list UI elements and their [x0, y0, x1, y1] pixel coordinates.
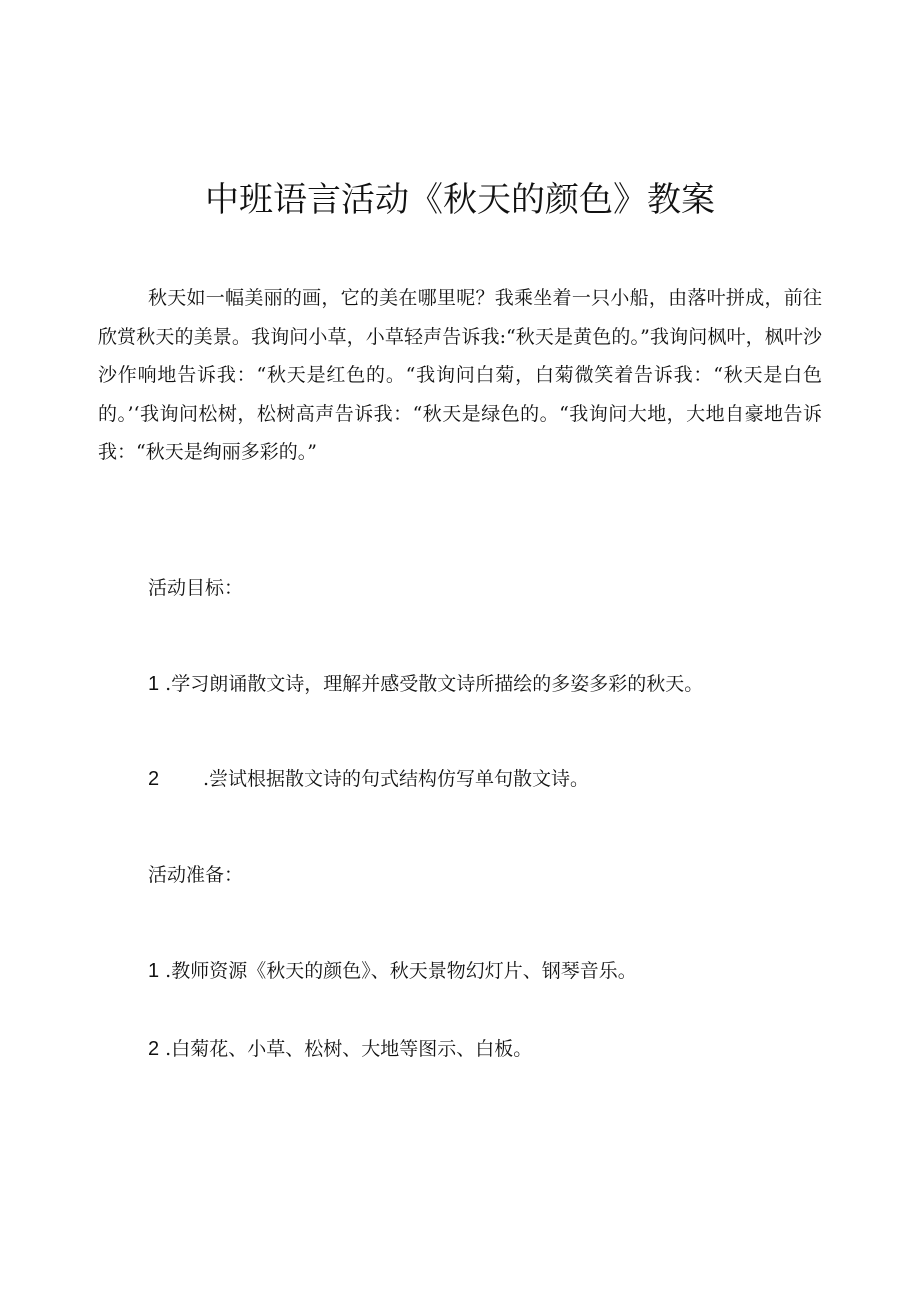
goal-item-2-number: 2	[148, 768, 160, 790]
preparation-heading: 活动准备：	[148, 864, 244, 886]
prep-item-1-text: .教师资源《秋天的颜色》、秋天景物幻灯片、钢琴音乐。	[165, 960, 637, 982]
goal-item-1	[148, 670, 703, 698]
prep-item-2-number: 2	[148, 1038, 160, 1060]
prep-item-1-number: 1	[148, 960, 160, 982]
intro-paragraph: 秋天如一幅美丽的画，它的美在哪里呢？我乘坐着一只小船，由落叶拼成，前往欣赏秋天的美景。我询问小草，小草轻声告诉我:“秋天是黄色的。”我询问枫叶，枫叶沙沙作响地告诉我：“秋天是红色的。“我询问白菊，白菊微笑着告诉我：“秋天是白色的。’‘我询问松树，松树高声告诉我：“秋天是绿色的。“我询问大地，大地自豪地告诉我：“秋天是绚丽多彩的。”	[98, 287, 822, 463]
prep-item-2	[148, 1035, 532, 1063]
prep-item-2-text: .白菊花、小草、松树、大地等图示、白板。	[165, 1038, 533, 1060]
goal-item-2	[148, 765, 589, 793]
prep-item-1	[148, 957, 637, 985]
goal-item-1-text: .学习朗诵散文诗，理解并感受散文诗所描绘的多姿多彩的秋天。	[165, 673, 704, 695]
goal-item-1-number: 1	[148, 673, 160, 695]
goals-heading: 活动目标：	[148, 577, 244, 599]
goal-item-2-text: .尝试根据散文诗的句式结构仿写单句散文诗。	[203, 768, 590, 790]
document-title: 中班语言活动《秋天的颜色》教案	[205, 180, 715, 220]
